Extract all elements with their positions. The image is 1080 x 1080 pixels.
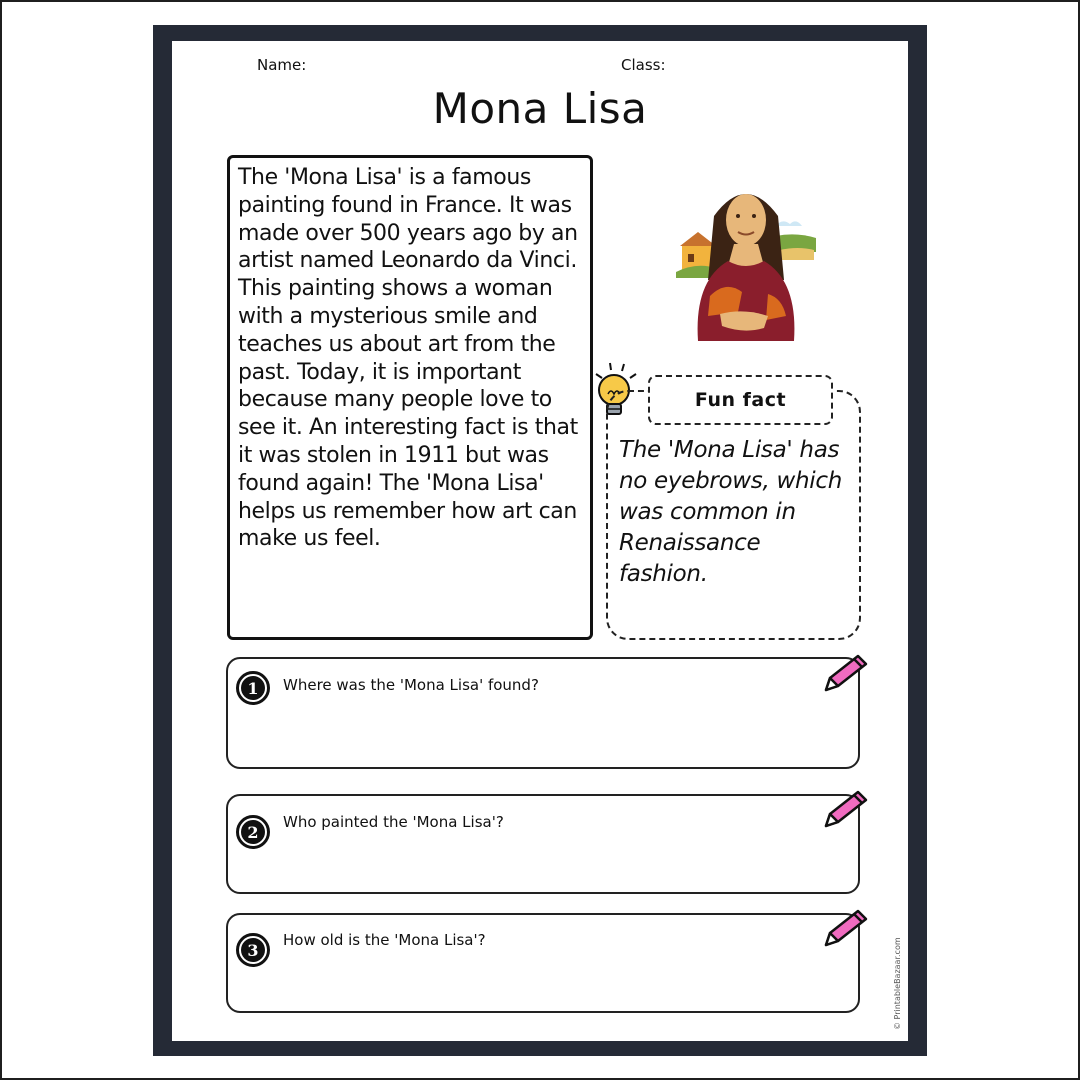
answer-box-2[interactable] (226, 794, 860, 894)
class-label: Class: (621, 56, 666, 74)
question-number-badge (236, 671, 270, 705)
page-title: Mona Lisa (432, 84, 648, 133)
fun-fact-text: The 'Mona Lisa' has no eyebrows, which was common in Renaissance fashion. (619, 437, 843, 587)
question-number-badge (236, 933, 270, 967)
question-number: 3 (241, 938, 265, 962)
question-text: Where was the 'Mona Lisa' found? (283, 676, 539, 694)
reading-passage-box (227, 155, 593, 640)
pencil-icon (818, 650, 868, 694)
fun-fact-label: Fun fact (648, 375, 833, 425)
name-label: Name: (257, 56, 307, 74)
pencil-icon (818, 786, 868, 830)
question-text: How old is the 'Mona Lisa'? (283, 931, 486, 949)
question-text: Who painted the 'Mona Lisa'? (283, 813, 504, 831)
answer-box-1[interactable] (226, 657, 860, 769)
mona-lisa-portrait-icon (676, 176, 816, 341)
question-number-badge (236, 815, 270, 849)
reading-passage: The 'Mona Lisa' is a famous painting found in France. It was made over 500 years ago by an artist named Leonardo da Vinci. This painting shows a woman with a mysterious smile and teaches us about art from the past. Today, it is important because many people love to see it. An interesting fact is that it was stolen in 1911 but was found again! The 'Mona Lisa' helps us remember how art can make us feel. (238, 165, 578, 552)
watermark: © PrintableBazaar.com (893, 937, 902, 1030)
question-number: 1 (241, 676, 265, 700)
question-number: 2 (241, 820, 265, 844)
answer-box-3[interactable] (226, 913, 860, 1013)
pencil-icon (818, 905, 868, 949)
